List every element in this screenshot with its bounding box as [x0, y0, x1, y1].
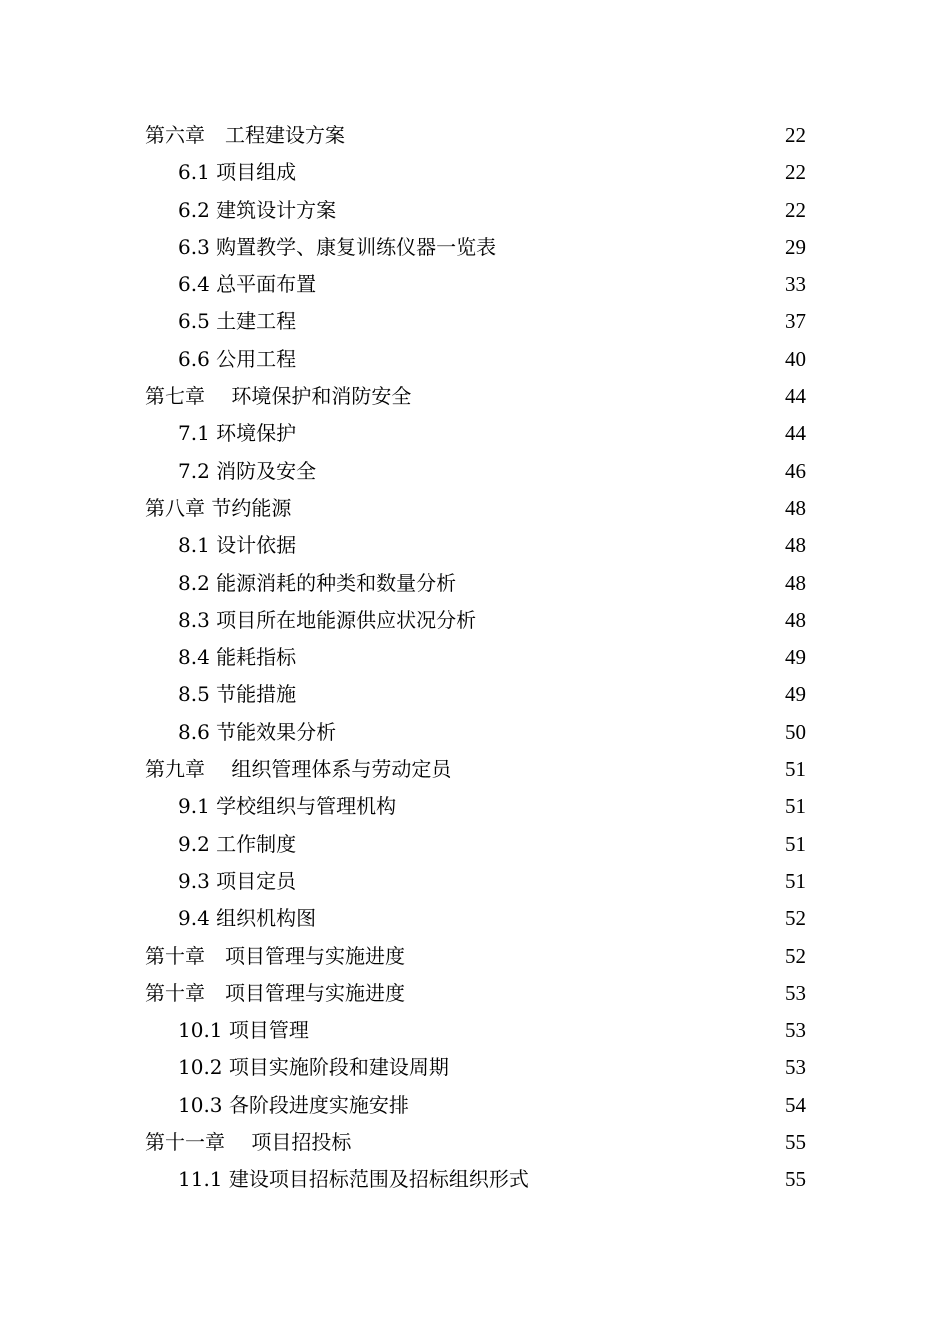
- toc-dot-leader: [405, 999, 785, 1000]
- toc-entry-page-number: 33: [785, 272, 806, 297]
- toc-dot-leader: [296, 551, 785, 552]
- toc-entry-page-number: 48: [785, 495, 806, 520]
- toc-entry-title: 9.1 学校组织与管理机构: [178, 794, 397, 819]
- toc-dot-leader: [451, 775, 785, 776]
- toc-dot-leader: [336, 216, 785, 217]
- toc-dot-leader: [409, 1111, 785, 1112]
- toc-entry[interactable]: [145, 341, 806, 378]
- toc-entry-page-number: 55: [785, 1130, 806, 1155]
- toc-entry[interactable]: [145, 229, 806, 266]
- toc-entry-title: 第十章 项目管理与实施进度: [145, 980, 405, 1005]
- toc-entry-page-number: 40: [785, 346, 806, 371]
- toc-entry[interactable]: [145, 788, 806, 825]
- toc-entry-page-number: 37: [785, 309, 806, 334]
- toc-dot-leader: [296, 700, 785, 701]
- toc-entry-title: 8.6 节能效果分析: [178, 719, 337, 744]
- toc-entry-page-number: 49: [785, 682, 806, 707]
- toc-entry-page-number: 22: [785, 123, 806, 147]
- toc-entry-title: 第九章 组织管理体系与劳动定员: [145, 757, 452, 782]
- toc-entry[interactable]: [145, 751, 806, 788]
- toc-entry[interactable]: [145, 900, 806, 937]
- toc-entry-page-number: 52: [785, 943, 806, 968]
- toc-entry[interactable]: [145, 303, 806, 340]
- toc-entry-title: 第十章 项目管理与实施进度: [145, 943, 405, 968]
- toc-entry-page-number: 49: [785, 645, 806, 670]
- toc-dot-leader: [476, 626, 785, 627]
- toc-entry[interactable]: [145, 714, 806, 751]
- toc-entry-title: 9.2 工作制度: [178, 831, 297, 856]
- toc-entry-page-number: 50: [785, 719, 806, 744]
- toc-entry[interactable]: [145, 1161, 806, 1198]
- toc-entry-page-number: 29: [785, 234, 806, 259]
- toc-entry-page-number: 48: [785, 533, 806, 558]
- toc-entry-title: 6.6 公用工程: [178, 346, 297, 371]
- toc-dot-leader: [309, 1036, 785, 1037]
- toc-entry[interactable]: [145, 938, 806, 975]
- toc-entry[interactable]: [145, 639, 806, 676]
- toc-dot-leader: [405, 962, 785, 963]
- toc-dot-leader: [449, 1073, 785, 1074]
- toc-dot-leader: [296, 663, 785, 664]
- toc-entry-title: 6.5 土建工程: [178, 309, 297, 334]
- toc-entry[interactable]: [145, 1049, 806, 1086]
- toc-entry[interactable]: [145, 527, 806, 564]
- toc-entry-title: 8.4 能耗指标: [178, 645, 297, 670]
- toc-entry-page-number: 52: [785, 906, 806, 931]
- toc-entry-title: 8.2 能源消耗的种类和数量分析: [178, 570, 457, 595]
- toc-entry-title: 9.3 项目定员: [178, 868, 297, 893]
- toc-entry-page-number: 22: [785, 160, 806, 185]
- toc-entry-page-number: 51: [785, 868, 806, 893]
- toc-dot-leader: [296, 439, 785, 440]
- toc-entry-title: 10.2 项目实施阶段和建设周期: [178, 1055, 449, 1080]
- toc-dot-leader: [396, 812, 785, 813]
- toc-entry[interactable]: [145, 1087, 806, 1124]
- toc-entry-title: 6.3 购置教学、康复训练仪器一览表: [178, 234, 497, 259]
- toc-entry-title: 8.1 设计依据: [178, 533, 297, 558]
- toc-entry-title: 7.1 环境保护: [178, 421, 297, 446]
- toc-dot-leader: [411, 402, 785, 403]
- toc-entry[interactable]: [145, 863, 806, 900]
- toc-entry-page-number: 48: [785, 570, 806, 595]
- toc-entry-title: 第八章 节约能源: [145, 495, 292, 520]
- toc-entry[interactable]: [145, 602, 806, 639]
- toc-entry[interactable]: [145, 192, 806, 229]
- toc-dot-leader: [296, 178, 785, 179]
- toc-entry-page-number: 53: [785, 980, 806, 1005]
- toc-entry-title: 6.2 建筑设计方案: [178, 197, 337, 222]
- toc-entry[interactable]: [145, 490, 806, 527]
- toc-entry[interactable]: [145, 975, 806, 1012]
- toc-dot-leader: [456, 589, 785, 590]
- toc-entry-title: 10.1 项目管理: [178, 1018, 309, 1043]
- toc-dot-leader: [296, 327, 785, 328]
- toc-entry[interactable]: [145, 1012, 806, 1049]
- toc-entry[interactable]: [145, 415, 806, 452]
- toc-entry-title: 6.4 总平面布置: [178, 272, 317, 297]
- toc-dot-leader: [529, 1185, 785, 1186]
- toc-entry-title: 8.3 项目所在地能源供应状况分析: [178, 607, 477, 632]
- toc-entry-page-number: 46: [785, 458, 806, 483]
- toc-entry[interactable]: [145, 117, 806, 154]
- toc-entry[interactable]: [145, 826, 806, 863]
- toc-dot-leader: [351, 1148, 785, 1149]
- toc-dot-leader: [496, 253, 785, 254]
- toc-entry-page-number: 22: [785, 197, 806, 222]
- toc-entry-page-number: 44: [785, 384, 806, 409]
- toc-entry-page-number: 51: [785, 831, 806, 856]
- toc-dot-leader: [345, 141, 785, 142]
- toc-dot-leader: [296, 887, 785, 888]
- toc-entry-title: 11.1 建设项目招标范围及招标组织形式: [178, 1167, 529, 1192]
- toc-entry[interactable]: [145, 154, 806, 191]
- toc-entry-title: 6.1 项目组成: [178, 160, 297, 185]
- toc-entry-title: 9.4 组织机构图: [178, 906, 317, 931]
- toc-dot-leader: [296, 850, 785, 851]
- toc-dot-leader: [316, 477, 785, 478]
- toc-dot-leader: [291, 514, 785, 515]
- toc-entry[interactable]: [145, 378, 806, 415]
- toc-entry-title: 第七章 环境保护和消防安全: [145, 384, 412, 409]
- toc-dot-leader: [336, 738, 785, 739]
- toc-entry-title: 8.5 节能措施: [178, 682, 297, 707]
- toc-entry-page-number: 44: [785, 421, 806, 446]
- toc-dot-leader: [296, 365, 785, 366]
- toc-entry-title: 第六章 工程建设方案: [145, 123, 345, 147]
- table-of-contents: [145, 117, 806, 1199]
- toc-dot-leader: [316, 924, 785, 925]
- toc-entry-title: 第十一章 项目招投标: [145, 1130, 352, 1155]
- toc-dot-leader: [316, 290, 785, 291]
- toc-entry-page-number: 54: [785, 1092, 806, 1117]
- toc-entry[interactable]: [145, 1124, 806, 1161]
- toc-entry-title: 7.2 消防及安全: [178, 458, 317, 483]
- toc-entry-page-number: 53: [785, 1018, 806, 1043]
- toc-entry[interactable]: [145, 565, 806, 602]
- toc-entry-page-number: 55: [785, 1167, 806, 1192]
- toc-entry-page-number: 48: [785, 607, 806, 632]
- toc-entry[interactable]: [145, 676, 806, 713]
- toc-entry-page-number: 51: [785, 757, 806, 782]
- toc-entry-title: 10.3 各阶段进度实施安排: [178, 1092, 409, 1117]
- toc-entry[interactable]: [145, 453, 806, 490]
- toc-entry-page-number: 53: [785, 1055, 806, 1080]
- toc-entry-page-number: 51: [785, 794, 806, 819]
- toc-entry[interactable]: [145, 266, 806, 303]
